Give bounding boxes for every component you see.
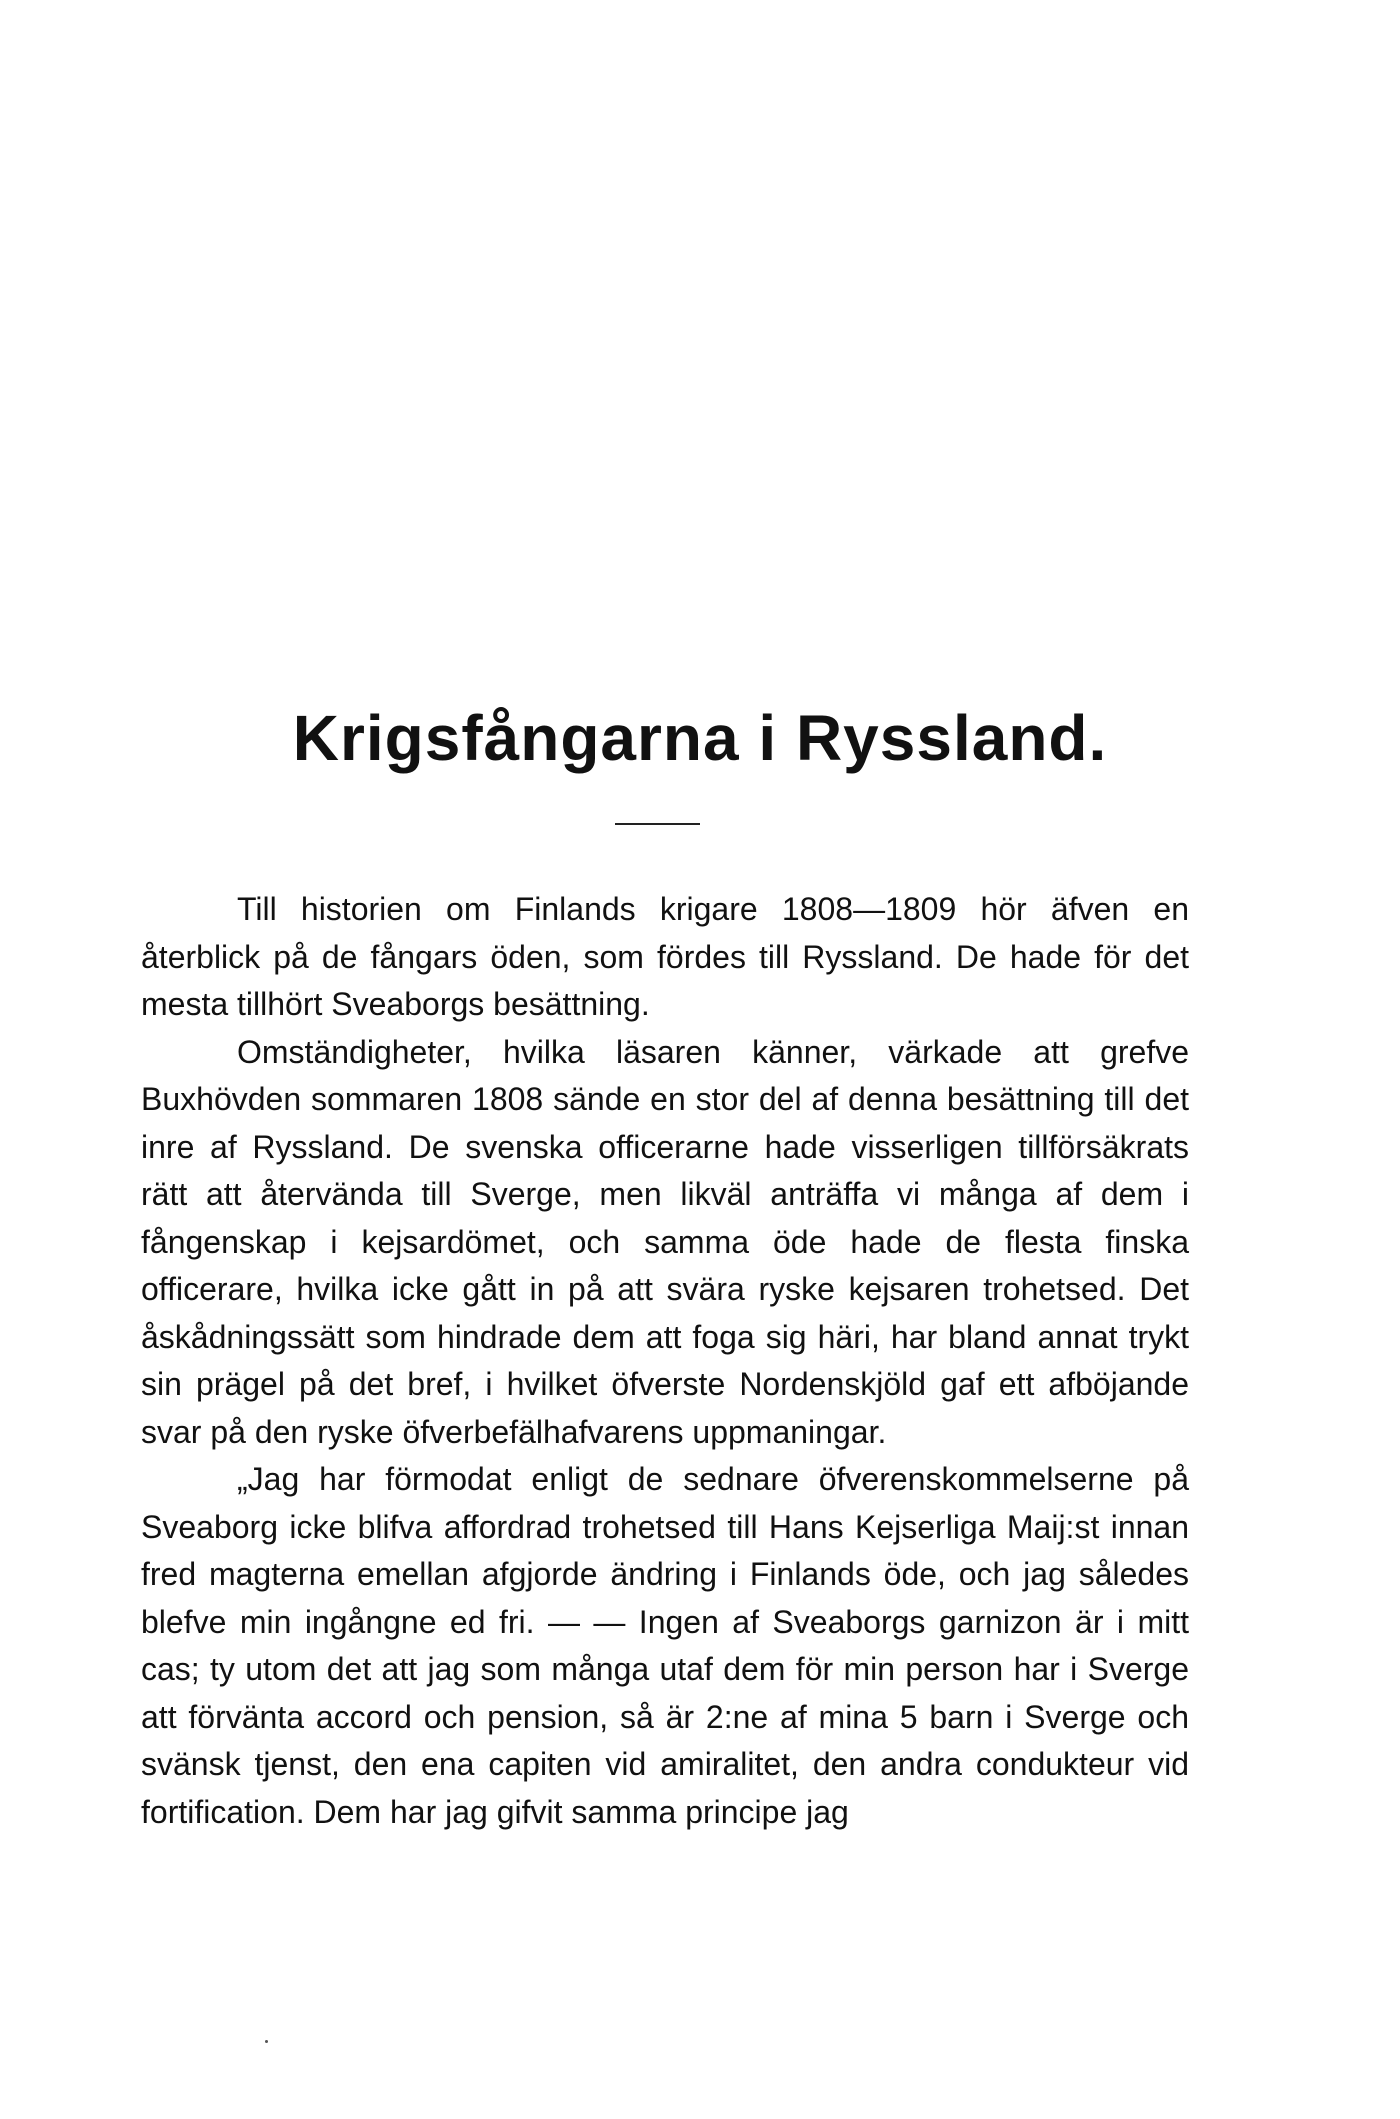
paragraph-intro: Till historien om Finlands krigare 1808—1809 hör äfven en återblick på de fångars öden, som fördes till Ryssland. De hade för det mesta tillhört Sveaborgs besättning. — [141, 891, 1189, 1022]
paragraph-circumstances: Omständigheter, hvilka läsaren känner, värkade att grefve Buxhövden sommaren 1808 sände en stor del af denna besättning till det inre af Ryssland. De svenska officerarne hade visserligen tillförsäkrats rätt att återvända till Sverge, men likväl anträffa vi många af dem i fångenskap i kejsardömet, och samma öde hade de flesta finska officerare, hvilka icke gått in på att svära ryske kejsaren trohetsed. Det åskådningssätt som hindrade dem att foga sig häri, har bland annat trykt sin prägel på det bref, i hvilket öfverste Nordenskjöld gaf ett afböjande svar på den ryske öfverbefälhafvarens uppmaningar. — [141, 1033, 1189, 1450]
paragraph-letter-quote: „Jag har förmodat enligt de sednare öfverenskommelserne på Sveaborg icke blifva affordrad trohetsed till Hans Kejserliga Maij:st innan fred magterna emellan afgjorde ändring i Finlands öde, och jag således blefve min ingångne ed fri. — — Ingen af Sveaborgs garnizon är i mitt cas; ty utom det att jag som många utaf dem för min person har i Sverge att förvänta accord och pension, så är 2:ne af mina 5 barn i Sverge och svänsk tjenst, den ena capiten vid amiralitet, den andra condukteur vid fortification. Dem har jag gifvit samma principe jag — [141, 1461, 1189, 1830]
print-speck — [265, 2040, 268, 2043]
chapter-title: Krigsfångarna i Ryssland. — [292, 702, 1108, 774]
title-divider — [615, 823, 700, 825]
body-text — [141, 886, 1189, 1836]
